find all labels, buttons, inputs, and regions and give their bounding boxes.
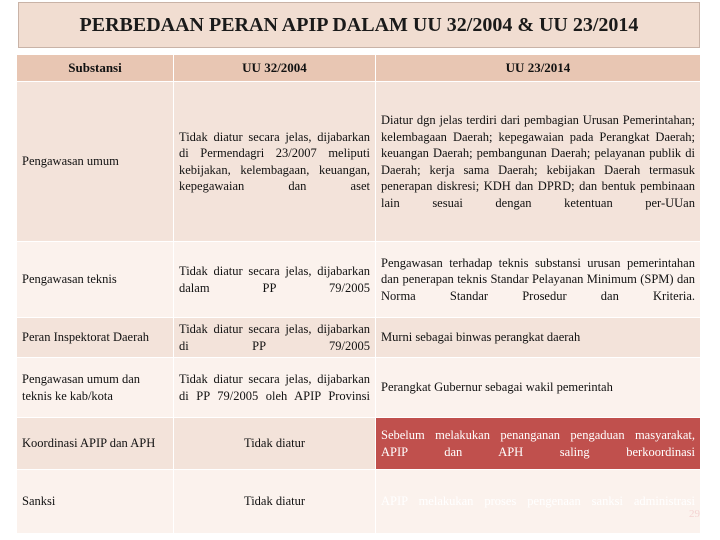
cell-uu-2004: Tidak diatur bbox=[174, 418, 376, 470]
cell-uu-2004: Tidak diatur secara jelas, dijabarkan di PP 79/2005 oleh APIP Provinsi bbox=[174, 358, 376, 418]
cell-substansi: Peran Inspektorat Daerah bbox=[17, 318, 174, 358]
cell-substansi: Pengawasan umum dan teknis ke kab/kota bbox=[17, 358, 174, 418]
table-header-row bbox=[17, 55, 701, 82]
table-row bbox=[17, 318, 701, 358]
comparison-table bbox=[16, 54, 701, 534]
cell-uu-2014: Pengawasan terhadap teknis substansi urusan pemerintahan dan penerapan teknis Standar Pelayanan Minimum (SPM) dan Norma Standar Prosedur dan Kriteria. bbox=[376, 242, 701, 318]
header-uu-2004: UU 32/2004 bbox=[174, 55, 376, 82]
slide-title: PERBEDAAN PERAN APIP DALAM UU 32/2004 & UU 23/2014 bbox=[18, 2, 700, 48]
table-row bbox=[17, 242, 701, 318]
cell-substansi: Pengawasan teknis bbox=[17, 242, 174, 318]
header-uu-2014: UU 23/2014 bbox=[376, 55, 701, 82]
header-substansi: Substansi bbox=[17, 55, 174, 82]
cell-substansi: Pengawasan umum bbox=[17, 82, 174, 242]
cell-uu-2004: Tidak diatur secara jelas, dijabarkan di Permendagri 23/2007 meliputi kebijakan, kelembagaan, keuangan, kepegawaian dan aset bbox=[174, 82, 376, 242]
table-row bbox=[17, 358, 701, 418]
cell-uu-2014: Diatur dgn jelas terdiri dari pembagian Urusan Pemerintahan; kelembagaan Daerah; kepegawaian pada Perangkat Daerah; keuangan Daerah; pembangunan Daerah; pelayanan publik di Daerah; kerja sama Daerah; kebijakan Daerah termasuk penerapan diskresi; KDH dan DPRD; dan bentuk pembinaan lain sesuai dengan ketentuan per-UUan bbox=[376, 82, 701, 242]
cell-uu-2014: Perangkat Gubernur sebagai wakil pemerintah bbox=[376, 358, 701, 418]
cell-uu-2014-text: APIP melakukan proses pengenaan sanksi administrasi bbox=[381, 494, 695, 509]
cell-uu-2004: Tidak diatur secara jelas, dijabarkan di PP 79/2005 bbox=[174, 318, 376, 358]
table-row bbox=[17, 82, 701, 242]
cell-substansi: Koordinasi APIP dan APH bbox=[17, 418, 174, 470]
cell-uu-2004: Tidak diatur secara jelas, dijabarkan dalam PP 79/2005 bbox=[174, 242, 376, 318]
cell-uu-2014: Murni sebagai binwas perangkat daerah bbox=[376, 318, 701, 358]
cell-uu-2004: Tidak diatur bbox=[174, 470, 376, 534]
cell-uu-2014-highlight bbox=[376, 470, 701, 534]
table-row bbox=[17, 418, 701, 470]
cell-uu-2014-highlight: Sebelum melakukan penanganan pengaduan masyarakat, APIP dan APH saling berkoordinasi bbox=[376, 418, 701, 470]
table-row bbox=[17, 470, 701, 534]
cell-substansi: Sanksi bbox=[17, 470, 174, 534]
slide-number: 29 bbox=[689, 508, 700, 520]
